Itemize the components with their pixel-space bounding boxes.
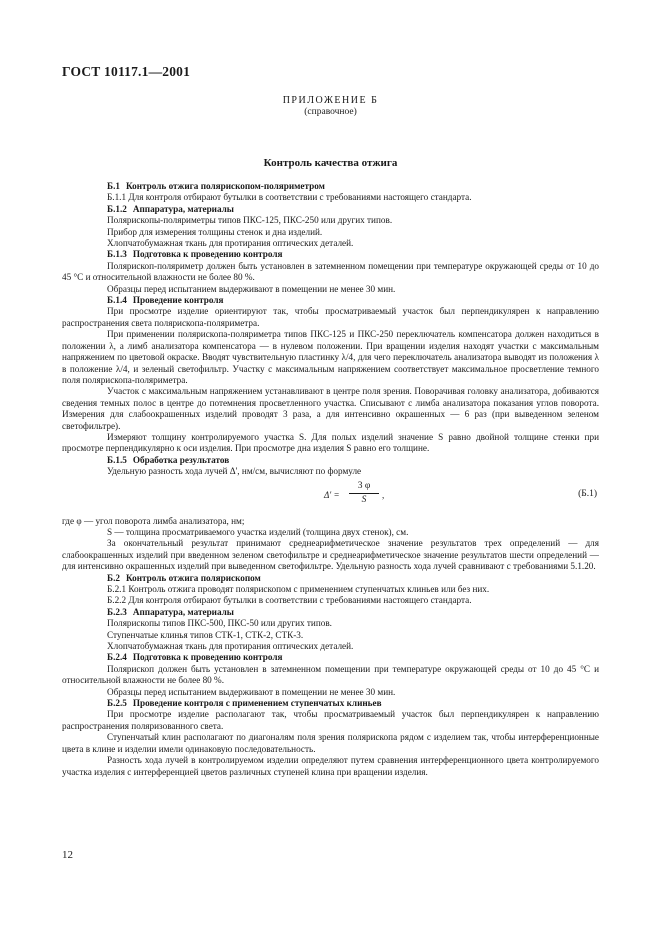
annex-subtitle: (справочное) — [304, 107, 357, 117]
formula-where-1: где φ — угол поворота лимба анализатора, нм; — [62, 515, 245, 526]
paragraph-b2-2: Б.2.2 Для контроля отбирают бутылки в соответствии с требованиями настоящего стандарта. — [107, 595, 472, 606]
paragraph: При просмотре изделие ориентируют так, чтобы просматриваемый участок был перпендикулярен к направлению распространения света полярископа-поляриметра. — [62, 306, 599, 328]
formula-denominator: S — [361, 494, 367, 505]
paragraph: Разность хода лучей в контролируемом изделии определяют путем сравнения интерференционного цвета контролируемого участка изделия с интерференцией цветов различных ступеней клина при вращении изделия. — [62, 755, 599, 777]
section-number: Б.2 — [107, 572, 120, 583]
paragraph: Полярископы типов ПКС-500, ПКС-50 или других типов. — [107, 618, 332, 629]
section-heading-b2 — [62, 573, 599, 584]
formula-where-2: S — толщина просматриваемого участка изделий (толщина двух стенок), см. — [107, 526, 409, 537]
section-title: Контроль отжига полярископом — [125, 572, 261, 583]
annex-title: ПРИЛОЖЕНИЕ Б — [282, 95, 379, 106]
paragraph-b1-1: Б.1.1 Для контроля отбирают бутылки в соответствии с требованиями настоящего стандарта. — [107, 192, 472, 203]
section-title: Аппаратура, материалы — [132, 606, 234, 617]
paragraph: Ступенчатый клин располагают по диагоналям поля зрения полярископа рядом с изделием так, чтобы интерференционные цвета в клине и изделии имели одинаковую последовательность. — [62, 732, 599, 754]
paragraph-b2-1: Б.2.1 Контроль отжига проводят полярископом с применением ступенчатых клиньев или без них. — [107, 584, 490, 594]
formula-number: (Б.1) — [578, 488, 597, 499]
paragraph: Полярископы-поляриметры типов ПКС-125, ПКС-250 или других типов. — [107, 215, 393, 226]
section-number: Б.2.4 — [107, 652, 127, 663]
section-title: Обработка результатов — [132, 454, 230, 465]
formula-comma: , — [382, 489, 385, 500]
section-number: Б.1.2 — [107, 203, 127, 214]
section-heading-b1-5 — [62, 455, 599, 466]
paragraph: Удельную разность хода лучей Δ', нм/см, вычисляют по формуле — [107, 466, 362, 477]
paragraph: Хлопчатобумажная ткань для протирания оптических деталей. — [107, 238, 354, 249]
section-title: Подготовка к проведению контроля — [132, 652, 283, 663]
formula-numerator: 3 φ — [349, 481, 379, 494]
paragraph: Ступенчатые клинья типов СТК-1, СТК-2, СТК-3. — [107, 629, 304, 640]
section-title: Подготовка к проведению контроля — [132, 249, 283, 260]
paragraph: При применении полярископа-поляриметра типов ПКС-125 и ПКС-250 переключатель компенсатора должен находиться в положении λ, а лимб анализатора компенсатора — в нулевом положении. При вращении изделия находят участки с максимальным напряжением по цветовой окраске. Вводят чувствительную пластинку λ/4, для чего переключатель анализатора выводят из положения λ в положение λ/4, и зеленый светофильтр. Участку с максимальным напряжением соответствует максимальное просветление темного поля полярископа-поляриметра. — [62, 329, 599, 385]
paragraph: Образцы перед испытанием выдерживают в помещении не менее 30 мин. — [107, 686, 396, 697]
section-heading-b1-3 — [62, 249, 599, 260]
paragraph: При просмотре изделие располагают так, чтобы просматриваемый участок был перпендикулярен к направлению распространения поляризованного света. — [62, 709, 599, 731]
section-number: Б.1.5 — [107, 454, 127, 465]
standard-header: ГОСТ 10117.1—2001 — [62, 64, 191, 79]
section-heading-b1-4 — [62, 295, 599, 306]
formula-b1 — [62, 480, 599, 512]
section-number: Б.1 — [107, 181, 120, 191]
paragraph: Полярископ-поляриметр должен быть установлен в затемненном помещении при температуре окружающей среды от 10 до 45 °С и относительной влажности не более 80 %. — [62, 260, 599, 283]
paragraph: Прибор для измерения толщины стенок и дна изделий. — [107, 226, 323, 237]
section-heading-b2-4 — [62, 652, 599, 663]
page-number: 12 — [62, 849, 73, 861]
section-number: Б.2.5 — [107, 698, 127, 709]
formula-fraction — [349, 481, 379, 507]
paragraph: Хлопчатобумажная ткань для протирания оптических деталей. — [107, 641, 354, 652]
section-number: Б.1.4 — [107, 295, 127, 306]
section-number: Б.1.3 — [107, 249, 127, 260]
section-heading-b2-5 — [62, 698, 599, 709]
paragraph: Участок с максимальным напряжением устанавливают в центре поля зрения. Поворачивая головку анализатора, добиваются сведения темных полос в центре до потемнения просветленного участка. Списывают с лимба анализатора показания углов поворота. Измерения для слабоокрашенных изделий проводят 3 раза, а для интенсивно окрашенных — 6 раз (при выведенном зеленом светофильтре). — [62, 386, 599, 431]
section-heading-b1-2 — [62, 204, 599, 215]
section-title: Аппаратура, материалы — [132, 203, 234, 214]
document-body — [62, 181, 599, 778]
section-heading-b2-3 — [62, 607, 599, 618]
section-title: Проведение контроля — [132, 295, 224, 306]
paragraph: Образцы перед испытанием выдерживают в помещении не менее 30 мин. — [107, 283, 396, 294]
section-title: Контроль отжига полярископом-поляриметром — [125, 181, 325, 191]
document-title: Контроль качества отжига — [263, 157, 398, 169]
paragraph: Полярископ должен быть установлен в затемненном помещении при температуре окружающей среды от 10 до 45 °С и относительной влажности не более 80 %. — [62, 663, 599, 686]
section-title: Проведение контроля с применением ступенчатых клиньев — [132, 698, 382, 709]
formula-lhs: Δ' = — [324, 489, 340, 500]
paragraph: Измеряют толщину контролируемого участка S. Для полых изделий значение S равно двойной толщине стенки при просмотре перпендикулярно к оси изделия. При просмотре дна изделия S равно его толщине. — [62, 431, 599, 454]
section-number: Б.2.3 — [107, 606, 127, 617]
paragraph: За окончательный результат принимают среднеарифметическое значение результатов трех определений — для слабоокрашенных изделий при введенном зеленом светофильтре и среднеарифметическое значение результатов шести определений — для интенсивно окрашенных изделий при выведенном светофильтре. Удельную разность хода лучей сравнивают с требованиями 5.1.20. — [62, 538, 599, 572]
section-heading-b1 — [62, 181, 599, 192]
